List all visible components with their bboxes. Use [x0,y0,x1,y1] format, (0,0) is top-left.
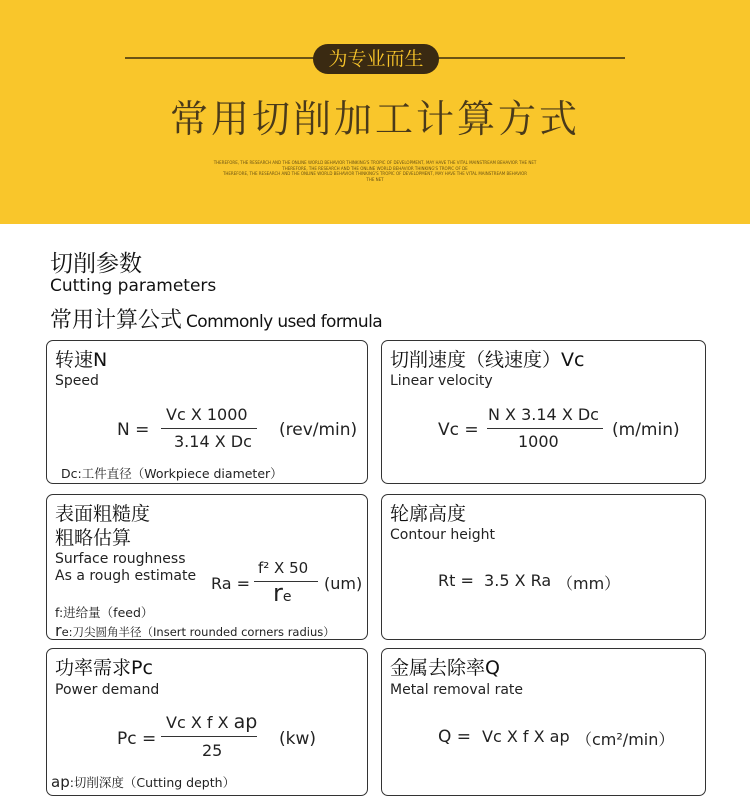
formula-numerator [166,711,257,733]
card-title-cn: 转速N [55,349,108,371]
card-note-feed: f:进给量（feed） [55,605,154,620]
formula-unit: （mm） [557,574,621,593]
card-title-cn: 轮廓高度 [390,503,467,525]
card-title-cn: 金属去除率Q [390,657,500,679]
formula-lhs: N = [117,420,150,440]
formula-lhs: Q = [438,727,472,747]
card-title-en: Linear velocity [390,373,493,389]
fraction-bar [487,428,603,429]
page-title: 常用切削加工计算方式 [169,97,580,141]
formula-unit: (um) [324,574,363,593]
card-contour-height [381,494,706,640]
fraction-bar [161,428,257,429]
card-title-cn: 切削速度（线速度）Vc [390,349,585,371]
card-title-en: Power demand [55,682,160,698]
formula-heading [50,303,382,334]
formula-heading-en: Commonly used formula [186,312,383,332]
note-radius-text: e:刀尖圆角半径（Insert rounded corners radius） [61,625,335,639]
decorative-fine-print [180,160,570,182]
fraction-bar [161,736,257,737]
fine-print-line: THEREFORE, THE RESEARCH AND THE ONLINE WORLD BEHAVIOR THINKING'S TROPIC OF DEVELOPMENT, MAY HAVE THE VITAL MAINSTREAM BEHAVIOR THE NET [213,160,537,165]
formula-denominator: 3.14 X Dc [174,432,252,451]
section-title-cn: 切削参数 [50,251,142,277]
card-note-radius [55,621,335,640]
formula-numerator: N X 3.14 X Dc [488,405,599,424]
header-banner [0,0,750,224]
formula-numerator: Vc X 1000 [166,405,248,424]
card-title-en: Surface roughness [55,551,186,567]
card-title-cn: 表面粗糙度 [55,503,151,525]
formula-unit: （cm²/min） [576,730,675,749]
fine-print-line: THE NET [366,176,384,182]
card-note: Dc:工件直径（Workpiece diameter） [61,466,283,481]
formula-lhs: Ra = [211,574,251,593]
note-ap: ap [51,773,70,791]
fine-print-line: THEREFORE, THE RESEARCH AND THE ONLINE WORLD BEHAVIOR THINKING'S TROPIC OF DEVELOPMENT, MAY HAVE THE VITAL MAINSTREAM BEHAVIOR [222,171,528,176]
formula-unit: (kw) [279,729,317,749]
card-linear-velocity [381,340,706,484]
denominator-r: r [273,579,283,607]
card-title-cn-2: 粗略估算 [55,527,132,549]
formula-numerator: f² X 50 [258,559,309,577]
decorative-rule-left [125,57,315,59]
card-power-demand [46,648,368,796]
fine-print-line: THEREFORE, THE RESEARCH AND THE ONLINE WORLD BEHAVIOR THINKING'S TROPIC OF DE [282,165,468,171]
card-title-en-2: As a rough estimate [55,568,197,584]
card-metal-removal-rate [381,648,706,796]
card-title-en: Metal removal rate [390,682,524,698]
slogan-pill: 为专业而生 [313,44,439,74]
formula-denominator [273,579,292,607]
numerator-ap: ap [233,711,258,733]
formula-unit: (m/min) [612,420,680,440]
numerator-text: Vc X f X [166,713,234,732]
card-title-en: Contour height [390,527,495,543]
card-surface-roughness [46,494,368,640]
denominator-subscript: e [282,589,292,605]
card-title-en: Speed [55,373,99,389]
card-title-cn: 功率需求Pc [55,657,153,679]
formula-expression: Vc X f X ap [482,727,570,746]
formula-expression: Rt = 3.5 X Ra [438,571,552,590]
decorative-rule-right [435,57,625,59]
formula-denominator: 1000 [518,432,559,451]
formula-denominator: 25 [202,741,223,760]
formula-lhs: Pc = [117,729,157,749]
section-title-en: Cutting parameters [50,276,217,296]
card-note [51,773,235,791]
formula-unit: (rev/min) [279,420,358,440]
formula-heading-cn: 常用计算公式 [50,308,183,333]
formula-lhs: Vc = [438,420,479,440]
note-r: r [55,621,62,640]
note-text: :切削深度（Cutting depth） [69,775,236,790]
card-speed [46,340,368,484]
